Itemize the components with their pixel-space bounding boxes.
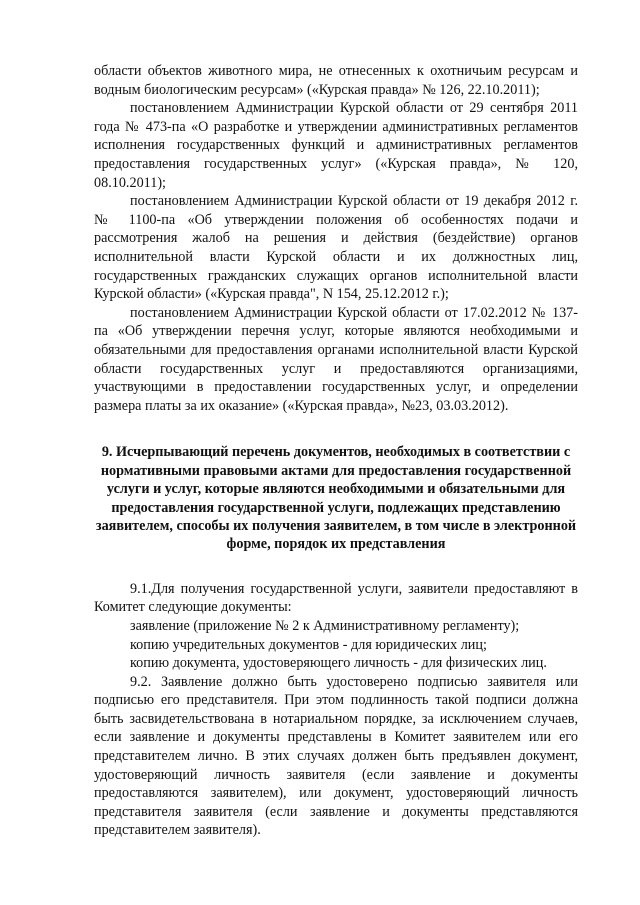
paragraph-9-2: 9.2. Заявление должно быть удостоверено подписью заявителя или подписью его представителя. При этом подлинность такой подписи должна быть засвидетельствована в нотариальном порядке, за исключением случаев, если заявление и документы представлены в Комитет заявителем или его представителем лично. В этих случаях должен быть предъявлен документ, удостоверяющий личность заявителя (если заявление и документы предоставляются заявителем), или документ, удостоверяющий личность представителя заявителя (если заявление и документы представляются представителем заявителя). (94, 673, 578, 839)
paragraph-resolution-473: постановлением Администрации Курской области от 29 сентября 2011 года № 473-па «О разработке и утверждении административных регламентов исполнения государственных функций и административных регламентов предоставления государственных услуг» («Курская правда», № 120, 08.10.2011); (94, 100, 578, 191)
list-item-founding-docs: копию учредительных документов - для юридических лиц; (130, 636, 487, 653)
section-heading-9: 9. Исчерпывающий перечень документов, необходимых в соответствии с нормативными правовыми актами для предоставления государственной услуги и услуг, которые являются необходимыми и обязательными для предоставления государственной услуги, подлежащих представлению заявителем, способы их получения заявителем, в том числе в электронной форме, порядок их представления (95, 444, 577, 553)
paragraph-resolution-137: постановлением Администрации Курской области от 17.02.2012 № 137-па «Об утверждении перечня услуг, которые являются необходимыми и обязательными для предоставления органами исполнительной власти Курской области государственных услуг и предоставляются организациями, участвующими в предоставлении государственных услуг, и определении размера платы за их оказание» («Курская правда», №23, 03.03.2012). (94, 304, 578, 414)
page-content (94, 62, 578, 840)
list-item-application: заявление (приложение № 2 к Административному регламенту); (130, 617, 520, 634)
paragraph-9-1: 9.1.Для получения государственной услуги, заявители предоставляют в Комитет следующие документы: (94, 580, 578, 616)
paragraph-continuation: области объектов животного мира, не отнесенных к охотничьим ресурсам и водным биологическим ресурсам» («Курская правда» № 126, 22.10.2011); (94, 63, 578, 98)
list-item-identity-doc: копию документа, удостоверяющего личность - для физических лиц. (130, 655, 547, 672)
paragraph-resolution-1100: постановлением Администрации Курской области от 19 декабря 2012 г. № 1100-па «Об утверждении положения об особенностях подачи и рассмотрения жалоб на решения и действия (бездействие) органов исполнительной власти Курской области и их должностных лиц, государственных гражданских служащих органов исполнительной власти Курской области» («Курская правда", N 154, 25.12.2012 г.); (94, 193, 578, 303)
